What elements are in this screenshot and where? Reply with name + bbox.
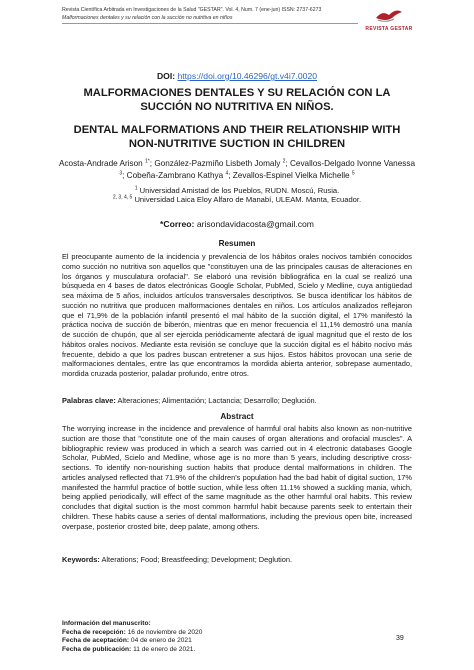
authors-list: Acosta-Andrade Arison $^{1*}$; González-Pazmiño Lisbeth Jomaly $^2$; Cevallos-Delgado Ivonne Vanessa $^3$; Cobeña-Zambrano Kathya $^4$; Zevallos-Espinel Vielka Michelle $^5$ (58, 158, 416, 180)
title-spanish: MALFORMACIONES DENTALES Y SU RELACIÓN CON LA SUCCIÓN NO NUTRITIVA EN NIÑOS. (83, 87, 391, 113)
affiliation-sup: 1 (134, 185, 138, 192)
keywords-label: Keywords: (62, 555, 100, 564)
author-name: Zevallos-Espinel Vielka Michelle (232, 170, 350, 180)
manuscript-info-heading: Información del manuscrito: (62, 620, 151, 627)
author-sup: 4 (225, 169, 229, 176)
abstract-body: The worrying increase in the incidence and prevalence of harmful oral habits also known as non-nutritive suction are those that "constitute one of the main causes of organ alterations and orofacial muscles". A bibliographic review was produced in which a search was carried out in 4 electronic databases Google Scholar, PubMed, Scielo and Medline, whose age is no more than 5 years, including descriptive cross-sections. To identify non-nourishing suction habits that produce dental malformations in children. The articles analysed reflected that 71.9% of the children's population had the bad habit of digital suction, 17% manifested the harmful practice of bottle suction, while less often 11.1% showed a suckling mania, which, being applied periodically, will effect of the same magnitude as the other harmful oral habits. This review concludes that digital suction is the most common harmful habit because parents seek to entertain their children. These habits cause a series of dental malformations, including the previous open bite, increased overpase, posterior crosted bite, deep palate, among others. (62, 424, 412, 531)
journal-header (62, 6, 362, 22)
affiliation-text: Universidad Laica Eloy Alfaro de Manabí, ULEAM. Manta, Ecuador. (134, 195, 362, 204)
header-divider (62, 23, 358, 24)
author-sup: 3 (119, 169, 123, 176)
published-date: 11 de enero de 2021. (133, 645, 196, 653)
affiliation-2 (58, 195, 416, 205)
received-label: Fecha de recepción: (62, 628, 126, 636)
author-sup: 2 (282, 158, 286, 165)
author-name: Cobeña-Zambrano Kathya (126, 170, 224, 180)
page-number: 39 (396, 635, 404, 642)
keywords-english (62, 555, 412, 565)
running-title: Malformaciones dentales y su relación con la succión no nutritiva en niños (62, 15, 233, 21)
affiliation-text: Universidad Amistad de los Pueblos, RUDN. Moscú, Rusia. (139, 186, 340, 195)
correspondence-email[interactable]: arisondavidacosta@gmail.com (196, 219, 314, 229)
author-name: González-Pazmiño Lisbeth Jomaly (154, 159, 281, 168)
title-english: DENTAL MALFORMATIONS AND THEIR RELATIONSHIP WITH NON-NUTRITIVE SUCTION IN CHILDREN (73, 124, 401, 150)
keywords-text: Alterations; Food; Breastfeeding; Development; Deglution. (101, 555, 293, 564)
author-name: Acosta-Andrade Arison (58, 159, 143, 168)
keywords-label: Palabras clave: (62, 396, 116, 405)
affiliation-sup: 2, 3, 4, 5 (112, 194, 133, 201)
doi-link[interactable]: https://doi.org/10.46296/gt.v4i7.0020 (177, 71, 318, 81)
correspondence (0, 219, 474, 229)
journal-info-line: Revista Científica Arbitrada en Investigaciones de la Salud "GESTAR". Vol. 4, Num. 7 (ene-jun) ISSN: 2737-6273 (62, 7, 322, 13)
accepted-label: Fecha de aceptación: (62, 637, 130, 645)
resumen-heading: Resumen (218, 239, 256, 248)
doi-label: DOI: (156, 71, 176, 81)
author-name: Cevallos-Delgado Ivonne Vanessa (290, 159, 416, 168)
logo-wordmark: REVISTA GESTAR (365, 26, 413, 32)
bird-logo-icon (374, 6, 404, 24)
published-label: Fecha de publicación: (62, 645, 132, 653)
author-sup: 5 (351, 169, 355, 176)
abstract-heading: Abstract (220, 412, 254, 421)
resumen-body: El preocupante aumento de la incidencia y prevalencia de los hábitos orales nocivos también conocidos como succión no nutritiva son aquellos que "constituyen una de las principales causas de alteraciones en los órganos y musculatura orofacial". Se elaboró una revisión bibliográfica en la cual se realizó una búsqueda en 4 bases de datos electrónicas Google Scholar, PubMed, Scielo y Medline, cuya antigüedad sea máxima de 5 años, incluidos artículos transversales descriptivos. Se busca identificar los hábitos de succión no nutritiva que producen malformaciones dentales en niños. Los artículos analizados reflejaron que el 71,9% de la población infantil presentó el mal hábito de la succión digital, el 17% manifestó la práctica nociva de succión de biberón, mientras que en menor frecuencia el 11,1% demostró una manía de succión de chupón, que al ser ejercida periódicamente afectará de igual magnitud que el resto de los hábitos orales nocivos. Mediante esta revisión se concluye que la succión digital es el hábito nocivo más frecuente, debido a que los padres buscan entretener a sus hijos. Estos hábitos provocan una serie de malformaciones dentales, entre las que encontramos la mordida abierta anterior, sobrepase aumentado, mordida cruzada posterior, paladar profundo, entre otros. (62, 252, 412, 378)
manuscript-info (62, 620, 362, 654)
keywords-text: Alteraciones; Alimentación; Lactancia; Desarrollo; Deglución. (117, 396, 317, 405)
correspondence-label: *Correo: (160, 219, 195, 229)
author-sup: 1* (145, 158, 150, 165)
received-date: 16 de noviembre de 2020 (127, 628, 203, 636)
doi-line (0, 71, 474, 81)
journal-logo (360, 6, 418, 36)
accepted-date: 04 de enero de 2021 (130, 637, 192, 645)
palabras-clave (62, 396, 412, 406)
